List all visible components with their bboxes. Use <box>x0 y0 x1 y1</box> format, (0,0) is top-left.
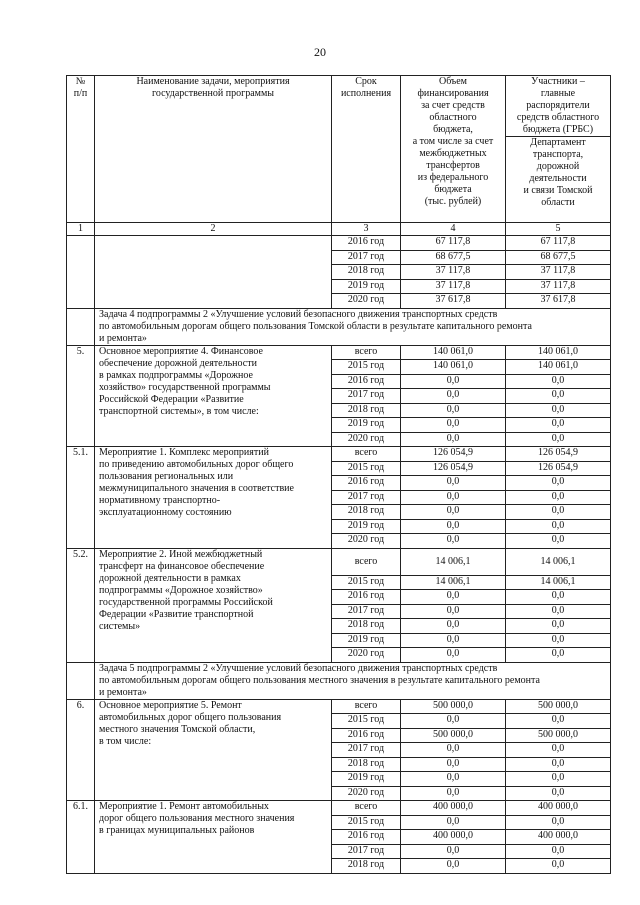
section-description: Мероприятие 2. Иной межбюджетный трансферт на финансовое обеспечение дорожной деятельности в рамках подпрограммы «Дорожное хозяйство» государственной программы Российской Федерации «Развитие транспортной системы» <box>95 548 332 662</box>
year-row <box>67 548 611 575</box>
year-cell: 2016 год <box>332 476 401 491</box>
grbs-value: 0,0 <box>506 648 611 663</box>
header-name: Наименование задачи, мероприятия государственной программы <box>95 76 332 223</box>
financing-value: 126 054,9 <box>401 447 506 462</box>
financing-value: 0,0 <box>401 476 506 491</box>
year-row <box>67 447 611 462</box>
year-cell: 2015 год <box>332 714 401 729</box>
year-cell: 2020 год <box>332 534 401 549</box>
year-cell: 2016 год <box>332 590 401 605</box>
grbs-value: 0,0 <box>506 844 611 859</box>
year-row <box>67 699 611 714</box>
grbs-value: 0,0 <box>506 743 611 758</box>
year-cell: 2018 год <box>332 265 401 280</box>
section-description: Основное мероприятие 4. Финансовое обеспечение дорожной деятельности в рамках подпрограммы «Дорожное хозяйство» государственной программы Российской Федерации «Развитие транспортной системы», в том числе: <box>95 345 332 447</box>
financing-value: 37 117,8 <box>401 265 506 280</box>
financing-value: 0,0 <box>401 590 506 605</box>
year-cell: 2015 год <box>332 575 401 590</box>
financing-value: 500 000,0 <box>401 699 506 714</box>
grbs-value: 68 677,5 <box>506 250 611 265</box>
task-text: Задача 5 подпрограммы 2 «Улучшение условий безопасного движения транспортных средств по автомобильным дорогам общего пользования местного значения в результате капитального ремонта и ремонта» <box>95 662 611 699</box>
financing-value: 0,0 <box>401 859 506 874</box>
grbs-value: 0,0 <box>506 490 611 505</box>
year-cell: 2018 год <box>332 505 401 520</box>
financing-value: 0,0 <box>401 389 506 404</box>
grbs-value: 37 117,8 <box>506 265 611 280</box>
section-description: Мероприятие 1. Комплекс мероприятий по приведению автомобильных дорог общего пользования региональных или межмуниципального значения в соответствие нормативному транспортно- эксплуатационному состоянию <box>95 447 332 549</box>
year-cell: 2016 год <box>332 830 401 845</box>
grbs-value: 140 061,0 <box>506 345 611 360</box>
financing-value: 0,0 <box>401 403 506 418</box>
header-row <box>67 76 611 137</box>
financing-value: 500 000,0 <box>401 728 506 743</box>
year-cell: 2019 год <box>332 279 401 294</box>
grbs-value: 0,0 <box>506 757 611 772</box>
year-cell: 2015 год <box>332 815 401 830</box>
grbs-value: 0,0 <box>506 374 611 389</box>
grbs-value: 0,0 <box>506 714 611 729</box>
financing-value: 0,0 <box>401 786 506 801</box>
year-cell: 2020 год <box>332 786 401 801</box>
financing-value: 0,0 <box>401 815 506 830</box>
year-cell: 2019 год <box>332 519 401 534</box>
financing-value: 0,0 <box>401 648 506 663</box>
task-row <box>67 308 611 345</box>
col-number: 3 <box>332 223 401 236</box>
year-cell: 2019 год <box>332 633 401 648</box>
empty-cell <box>67 662 95 699</box>
grbs-value: 14 006,1 <box>506 575 611 590</box>
header-term: Срок исполнения <box>332 76 401 223</box>
financing-value: 0,0 <box>401 604 506 619</box>
grbs-value: 0,0 <box>506 505 611 520</box>
header-department: Департамент транспорта, дорожной деятельности и связи Томской области <box>506 137 611 223</box>
year-cell: 2017 год <box>332 389 401 404</box>
financing-value: 67 117,8 <box>401 236 506 251</box>
grbs-value: 0,0 <box>506 418 611 433</box>
year-cell: 2019 год <box>332 418 401 433</box>
header-participants: Участники – главные распорядители средств областного бюджета (ГРБС) <box>506 76 611 137</box>
grbs-value: 0,0 <box>506 432 611 447</box>
section-number: 6. <box>67 699 95 801</box>
col-number: 4 <box>401 223 506 236</box>
grbs-value: 0,0 <box>506 389 611 404</box>
grbs-value: 0,0 <box>506 772 611 787</box>
financing-value: 68 677,5 <box>401 250 506 265</box>
year-cell: 2020 год <box>332 648 401 663</box>
year-row <box>67 345 611 360</box>
grbs-value: 400 000,0 <box>506 801 611 816</box>
year-cell: 2017 год <box>332 743 401 758</box>
year-cell: всего <box>332 699 401 714</box>
grbs-value: 0,0 <box>506 403 611 418</box>
year-cell: 2017 год <box>332 844 401 859</box>
col-number: 5 <box>506 223 611 236</box>
financing-value: 14 006,1 <box>401 548 506 575</box>
year-cell: 2017 год <box>332 604 401 619</box>
grbs-value: 67 117,8 <box>506 236 611 251</box>
col-number: 2 <box>95 223 332 236</box>
financing-value: 400 000,0 <box>401 801 506 816</box>
financing-value: 0,0 <box>401 743 506 758</box>
financing-value: 0,0 <box>401 505 506 520</box>
grbs-value: 400 000,0 <box>506 830 611 845</box>
grbs-value: 500 000,0 <box>506 699 611 714</box>
year-cell: 2018 год <box>332 403 401 418</box>
grbs-value: 0,0 <box>506 619 611 634</box>
section-number: 5. <box>67 345 95 447</box>
grbs-value: 37 617,8 <box>506 294 611 309</box>
grbs-value: 14 006,1 <box>506 548 611 575</box>
page-number: 20 <box>314 45 326 59</box>
grbs-value: 0,0 <box>506 786 611 801</box>
year-cell: всего <box>332 447 401 462</box>
year-cell: всего <box>332 345 401 360</box>
grbs-value: 0,0 <box>506 476 611 491</box>
header-financing: Объем финансирования за счет средств областного бюджета, а том числе за счет межбюджетных трансфертов из федерального бюджета (тыс. рублей) <box>401 76 506 223</box>
financing-value: 140 061,0 <box>401 345 506 360</box>
year-cell: 2020 год <box>332 294 401 309</box>
financing-value: 0,0 <box>401 432 506 447</box>
financing-value: 0,0 <box>401 844 506 859</box>
grbs-value: 500 000,0 <box>506 728 611 743</box>
header-num: № п/п <box>67 76 95 223</box>
grbs-value: 0,0 <box>506 859 611 874</box>
grbs-value: 0,0 <box>506 534 611 549</box>
financing-value: 14 006,1 <box>401 575 506 590</box>
financing-value: 0,0 <box>401 534 506 549</box>
year-cell: всего <box>332 548 401 575</box>
financing-value: 0,0 <box>401 714 506 729</box>
grbs-value: 0,0 <box>506 590 611 605</box>
year-cell: всего <box>332 801 401 816</box>
financing-value: 126 054,9 <box>401 461 506 476</box>
year-cell: 2020 год <box>332 432 401 447</box>
grbs-value: 0,0 <box>506 519 611 534</box>
col-number: 1 <box>67 223 95 236</box>
year-cell: 2016 год <box>332 374 401 389</box>
financing-value: 0,0 <box>401 519 506 534</box>
grbs-value: 37 117,8 <box>506 279 611 294</box>
grbs-value: 0,0 <box>506 815 611 830</box>
financing-value: 0,0 <box>401 490 506 505</box>
financing-value: 37 117,8 <box>401 279 506 294</box>
financing-value: 0,0 <box>401 772 506 787</box>
grbs-value: 140 061,0 <box>506 360 611 375</box>
year-cell: 2015 год <box>332 360 401 375</box>
grbs-value: 0,0 <box>506 604 611 619</box>
column-number-row <box>67 223 611 236</box>
financing-value: 0,0 <box>401 757 506 772</box>
year-cell: 2019 год <box>332 772 401 787</box>
empty-cell <box>67 236 95 309</box>
financing-table <box>66 75 611 874</box>
financing-value: 400 000,0 <box>401 830 506 845</box>
financing-value: 37 617,8 <box>401 294 506 309</box>
task-row <box>67 662 611 699</box>
section-number: 6.1. <box>67 801 95 874</box>
year-cell: 2016 год <box>332 728 401 743</box>
grbs-value: 0,0 <box>506 633 611 648</box>
grbs-value: 126 054,9 <box>506 447 611 462</box>
empty-cell <box>67 308 95 345</box>
year-row <box>67 236 611 251</box>
section-number: 5.2. <box>67 548 95 662</box>
financing-value: 140 061,0 <box>401 360 506 375</box>
section-description: Основное мероприятие 5. Ремонт автомобильных дорог общего пользования местного значения Томской области, в том числе: <box>95 699 332 801</box>
year-cell: 2018 год <box>332 859 401 874</box>
year-cell: 2017 год <box>332 250 401 265</box>
financing-value: 0,0 <box>401 374 506 389</box>
financing-value: 0,0 <box>401 619 506 634</box>
year-cell: 2018 год <box>332 757 401 772</box>
grbs-value: 126 054,9 <box>506 461 611 476</box>
year-cell: 2016 год <box>332 236 401 251</box>
section-description: Мероприятие 1. Ремонт автомобильных дорог общего пользования местного значения в границах муниципальных районов <box>95 801 332 874</box>
financing-value: 0,0 <box>401 418 506 433</box>
year-cell: 2015 год <box>332 461 401 476</box>
empty-cell <box>95 236 332 309</box>
financing-value: 0,0 <box>401 633 506 648</box>
task-text: Задача 4 подпрограммы 2 «Улучшение условий безопасного движения транспортных средств по автомобильным дорогам общего пользования Томской области в результате капитального ремонта и ремонта» <box>95 308 611 345</box>
year-cell: 2018 год <box>332 619 401 634</box>
year-row <box>67 801 611 816</box>
section-number: 5.1. <box>67 447 95 549</box>
year-cell: 2017 год <box>332 490 401 505</box>
